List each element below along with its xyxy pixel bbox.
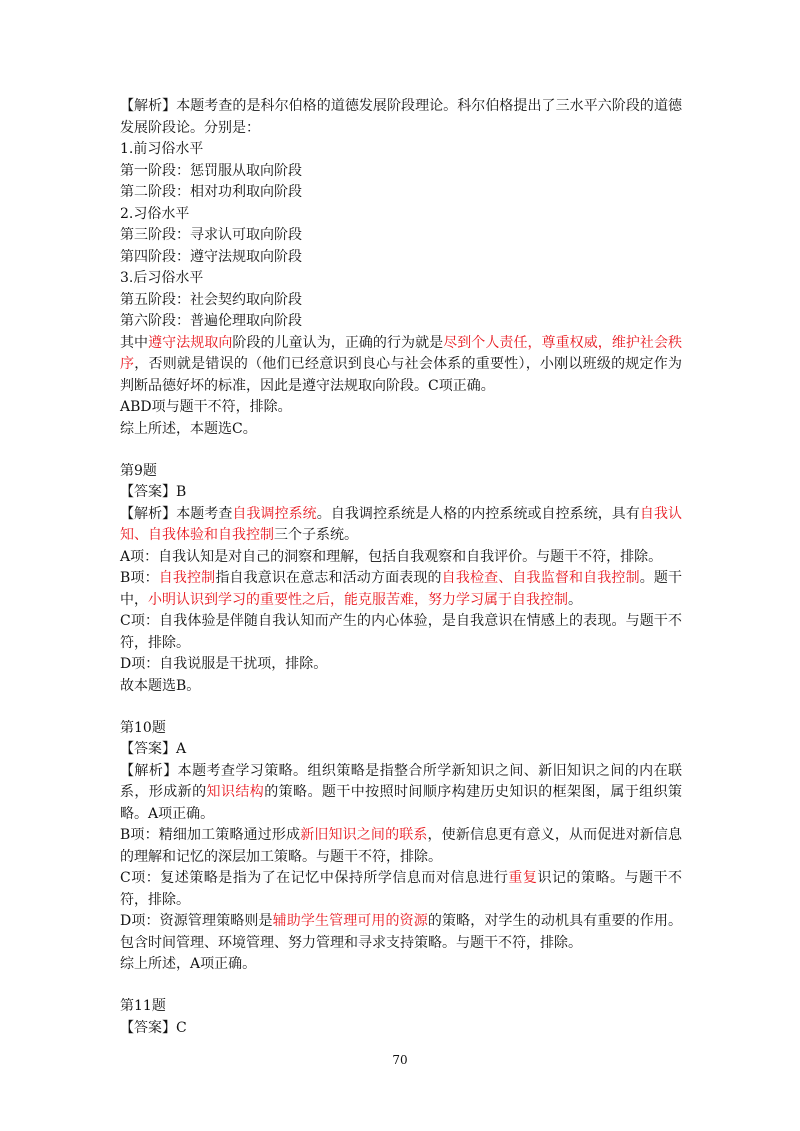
paragraph	[120, 247, 682, 269]
paragraph	[120, 954, 682, 976]
page-number: 70	[392, 1053, 408, 1067]
text-run: C项：自我体验是伴随自我认知而产生的内心体验，是自我意识在情感上的表现。与题干不符，排除。	[120, 613, 682, 651]
text-run: 第一阶段：惩罚服从取向阶段	[120, 162, 302, 179]
paragraph-gap	[120, 440, 682, 461]
paragraph	[120, 333, 682, 398]
paragraph	[120, 225, 682, 247]
paragraph	[120, 482, 682, 504]
highlighted-text: 知识结构	[206, 784, 265, 800]
text-run: 第11题	[120, 998, 166, 1014]
highlighted-text: 小明认识到学习的重要性之后，能克服苦难，努力学习属于自我控制	[148, 591, 568, 608]
paragraph	[120, 654, 682, 676]
paragraph	[120, 461, 682, 483]
paragraph	[120, 268, 682, 290]
paragraph	[120, 868, 682, 911]
paragraph	[120, 718, 682, 740]
text-run: D项：自我说服是干扰项，排除。	[120, 656, 328, 672]
text-run: 的策略，对学生的动机具有重要的作用。包含时间管理、环境管理、努力管理和寻求支持策略。与题干不符，排除。	[120, 913, 682, 951]
highlighted-text: 辅助学生管理可用的资源	[272, 913, 428, 929]
paragraph	[120, 1018, 682, 1040]
paragraph	[120, 911, 682, 954]
paragraph	[120, 419, 682, 441]
highlighted-text: 新旧知识之间的联系	[300, 827, 428, 843]
text-run: ABD项与题干不符，排除。	[120, 399, 292, 415]
paragraph	[120, 290, 682, 312]
highlighted-text: 自我调控系统	[232, 505, 317, 522]
text-run: 第9题	[120, 462, 157, 479]
text-run: 【解析】本题考查	[120, 505, 233, 522]
text-run: ，否则就是错误的（他们已经意识到良心与社会体系的重要性），小刚以班级的规定作为判断品德好坏的标准，因此是遵守法规取向阶段。C项正确。	[120, 356, 683, 394]
text-run: 第10题	[120, 719, 166, 736]
text-run: 3.后习俗水平	[120, 270, 204, 286]
text-run: 综上所述，A项正确。	[120, 956, 257, 972]
text-run: 阶段的儿童认为，正确的行为就是	[232, 334, 444, 351]
text-run: 的策略。题干中按照时间顺序构建历史知识的框架图，属于组织策略。A项正确。	[120, 784, 683, 822]
paragraph	[120, 825, 682, 868]
text-run: C项：复述策略是指为了在记忆中保持所学信息而对信息进行	[120, 870, 509, 886]
text-run: 指自我意识在意志和活动方面表现的	[215, 570, 442, 586]
text-run: 2.习俗水平	[120, 205, 190, 222]
text-run: 第六阶段：普遍伦理取向阶段	[120, 313, 302, 329]
paragraph-gap	[120, 697, 682, 718]
paragraph	[120, 568, 682, 611]
paragraph	[120, 739, 682, 761]
paragraph	[120, 311, 682, 333]
paragraph-gap	[120, 976, 682, 997]
text-run: 第二阶段：相对功利取向阶段	[120, 184, 302, 200]
text-run: 。题干中，	[120, 570, 683, 608]
paragraph	[120, 611, 682, 654]
text-run: ，使新信息更有意义，从而促进对新信息的理解和记忆的深层加工策略。与题干不符，排除。	[120, 827, 683, 865]
text-run: 【答案】A	[120, 741, 187, 757]
highlighted-text: 自我检查、自我监督和自我控制	[441, 570, 640, 586]
highlighted-text: 自我认知、自我体验和自我控制	[120, 505, 683, 543]
text-run: 【解析】本题考查的是科尔伯格的道德发展阶段理论。科尔伯格提出了三水平六阶段的道德发展阶段论。分别是：	[120, 98, 682, 136]
text-run: 识记的策略。与题干不符，排除。	[120, 870, 683, 908]
paragraph	[120, 397, 682, 419]
text-run: 1.前习俗水平	[120, 141, 204, 157]
paragraph	[120, 547, 682, 569]
paragraph	[120, 139, 682, 161]
paragraph	[120, 504, 682, 547]
text-run: B项：	[120, 570, 159, 586]
text-run: 故本题选B。	[120, 677, 201, 694]
text-run: 【解析】本题考查学习策略。组织策略是指整合所学新知识之间、新旧知识之间的内在联系，形成新的	[120, 762, 682, 800]
highlighted-text: 尽到个人责任，尊重权威，维护社会秩序	[120, 334, 683, 372]
text-run: 三个子系统。	[274, 527, 358, 543]
highlighted-text: 遵守法规取向	[148, 334, 233, 351]
text-run: 综上所述，本题选C。	[120, 420, 257, 437]
highlighted-text: 重复	[508, 870, 538, 886]
text-run: 其中	[120, 334, 149, 351]
text-run: 【答案】C	[120, 1019, 187, 1036]
paragraph	[120, 204, 682, 226]
paragraph	[120, 96, 682, 139]
text-run: 第五阶段：社会契约取向阶段	[120, 291, 302, 308]
text-run: D项：资源管理策略则是	[120, 913, 273, 929]
paragraph	[120, 182, 682, 204]
text-run: 第三阶段：寻求认可取向阶段	[120, 227, 302, 243]
text-run: 。	[568, 591, 582, 608]
paragraph	[120, 996, 682, 1018]
paragraph	[120, 761, 682, 826]
paragraph	[120, 676, 682, 698]
paragraph	[120, 161, 682, 183]
text-run: 第四阶段：遵守法规取向阶段	[120, 248, 302, 265]
text-run: A项：自我认知是对自己的洞察和理解，包括自我观察和自我评价。与题干不符，排除。	[120, 548, 663, 565]
document-body	[120, 96, 682, 1039]
highlighted-text: 自我控制	[158, 570, 216, 586]
text-run: 。自我调控系统是人格的内控系统或自控系统，具有	[316, 505, 640, 522]
text-run: B项：精细加工策略通过形成	[120, 827, 301, 843]
text-run: 【答案】B	[120, 484, 187, 500]
